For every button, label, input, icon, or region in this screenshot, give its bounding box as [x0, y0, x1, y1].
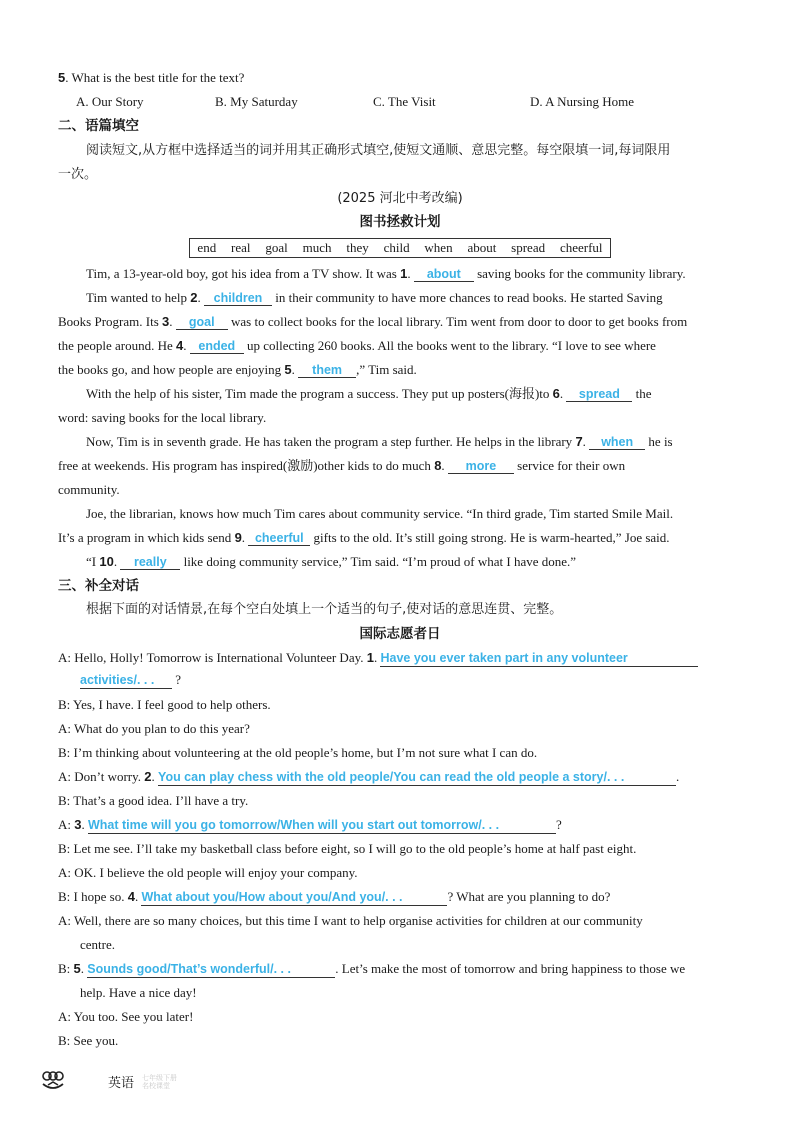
dialogue-line: A: 3. What time will you go tomorrow/When will you start out tomorrow/. . . ?: [58, 817, 562, 832]
word-bank-item: they: [346, 240, 369, 255]
dialogue-answer-4[interactable]: What about you/How about you/And you/. . .: [141, 889, 447, 906]
dialogue-line: centre.: [80, 937, 116, 952]
dialogue-line: B: 5. Sounds good/That’s wonderful/. . . . Let’s make the most of tomorrow and bring happiness to those we: [58, 961, 686, 976]
passage-line: “I 10. really like doing community service,” Tim said. “I’m proud of what I have done.”: [86, 554, 577, 569]
word-bank-item: cheerful: [559, 240, 603, 255]
blank-number: 4: [127, 889, 135, 904]
section3-title: 国际志愿者日: [359, 626, 441, 642]
dialogue-answer-1-cont[interactable]: activities/. . .: [80, 672, 172, 689]
dialogue-line: help. Have a nice day!: [80, 985, 197, 1000]
dialogue-line: A: What do you plan to do this year?: [58, 721, 250, 736]
answer-blank-4[interactable]: ended: [190, 339, 244, 354]
word-bank-item: goal: [265, 240, 288, 255]
dialogue-answer-3[interactable]: What time will you go tomorrow/When will you start out tomorrow/. . .: [88, 817, 556, 834]
blank-number: 2: [190, 290, 198, 305]
passage-line: Tim, a 13-year-old boy, got his idea from a TV show. It was 1. about saving books for the community library.: [86, 266, 686, 281]
passage-line: Joe, the librarian, knows how much Tim cares about community service. “In third grade, Tim started Smile Mail.: [86, 506, 674, 521]
passage-line: community.: [58, 482, 120, 497]
q5-option-d[interactable]: D. A Nursing Home: [530, 94, 634, 109]
section2-title: 图书拯救计划: [359, 214, 441, 230]
blank-number: 5: [284, 362, 292, 377]
word-bank-item: child: [383, 240, 410, 255]
blank-number: 5: [73, 961, 81, 976]
dialogue-line: A: OK. I believe the old people will enjoy your company.: [58, 865, 358, 880]
q5-option-a[interactable]: A. Our Story: [76, 94, 144, 109]
answer-blank-5[interactable]: them: [298, 363, 356, 378]
blank-number: 2: [144, 769, 152, 784]
blank-number: 1: [366, 650, 374, 665]
section3-instruction: 根据下面的对话情景,在每个空白处填上一个适当的句子,使对话的意思连贯、完整。: [86, 602, 563, 617]
passage-line: free at weekends. His program has inspired(激励)other kids to do much 8. more service for their own: [58, 458, 626, 473]
blank-number: 10: [99, 554, 114, 569]
q5-text: What is the best title for the text?: [71, 70, 245, 85]
dialogue-answer-1[interactable]: Have you ever taken part in any volunteer: [380, 650, 698, 667]
answer-blank-1[interactable]: about: [414, 267, 474, 282]
word-bank-item: much: [302, 240, 332, 255]
q5-number: 5: [58, 70, 66, 85]
section3-heading: 三、补全对话: [58, 578, 139, 594]
q5-option-b[interactable]: B. My Saturday: [215, 94, 298, 109]
blank-number: 4: [176, 338, 184, 353]
word-bank-item: about: [467, 240, 497, 255]
blank-number: 8: [434, 458, 442, 473]
dialogue-answer-5[interactable]: Sounds good/That’s wonderful/. . .: [87, 961, 335, 978]
passage-line: With the help of his sister, Tim made the program a success. They put up posters(海报)to 6. spread the: [86, 386, 652, 401]
word-bank-item: when: [424, 240, 453, 255]
dialogue-line: B: I hope so. 4. What about you/How about you/And you/. . . ? What are you planning to do?: [58, 889, 611, 904]
dialogue-line: B: Yes, I have. I feel good to help others.: [58, 697, 271, 712]
dialogue-line: B: I’m thinking about volunteering at the old people’s home, but I’m not sure what I can do.: [58, 745, 538, 760]
footer-watermark-line: 名校课堂: [142, 1082, 170, 1090]
dialogue-line: A: Don’t worry. 2. You can play chess with the old people/You can read the old people a story/. . . .: [58, 769, 680, 784]
answer-blank-8[interactable]: more: [448, 459, 514, 474]
answer-blank-2[interactable]: children: [204, 291, 272, 306]
word-bank-item: end: [197, 240, 217, 255]
dialogue-line: activities/. . . ?: [80, 672, 182, 687]
section2-source: (2025 河北中考改编): [337, 191, 463, 206]
blank-number: 3: [162, 314, 170, 329]
footer-watermark-line: 七年级下册: [142, 1074, 177, 1082]
dialogue-line: A: You too. See you later!: [58, 1009, 194, 1024]
answer-blank-10[interactable]: really: [120, 555, 180, 570]
passage-line: Tim wanted to help 2. children in their community to have more chances to read books. He started Saving: [86, 290, 663, 305]
answer-blank-9[interactable]: cheerful: [248, 531, 310, 546]
passage-line: the books go, and how people are enjoying 5. them ,” Tim said.: [58, 362, 417, 377]
blank-number: 3: [74, 817, 82, 832]
publisher-logo-icon: [40, 1070, 66, 1092]
q5-question: 5. What is the best title for the text?: [58, 70, 245, 85]
answer-blank-7[interactable]: when: [589, 435, 645, 450]
dialogue-line: B: Let me see. I’ll take my basketball class before eight, so I will go to the old people’s home at half past eight.: [58, 841, 637, 856]
dialogue-line: B: See you.: [58, 1033, 119, 1048]
word-bank-item: spread: [511, 240, 546, 255]
passage-line: Books Program. Its 3. goal was to collect books for the local library. Tim went from door to door to get books from: [58, 314, 688, 329]
dialogue-line: A: Well, there are so many choices, but this time I want to help organise activities for children at our community: [58, 913, 643, 928]
blank-number: 7: [575, 434, 583, 449]
word-bank-item: real: [231, 240, 251, 255]
passage-line: word: saving books for the local library.: [58, 410, 267, 425]
passage-line: the people around. He 4. ended up collecting 260 books. All the books went to the library. “I love to see where: [58, 338, 656, 353]
blank-number: 1: [400, 266, 408, 281]
q5-option-c[interactable]: C. The Visit: [373, 94, 436, 109]
dialogue-line: A: Hello, Holly! Tomorrow is International Volunteer Day. 1. Have you ever taken part in any volunteer: [58, 650, 698, 667]
section2-instruction-1: 阅读短文,从方框中选择适当的词并用其正确形式填空,使短文通顺、意思完整。每空限填一词,每词限用: [86, 143, 671, 158]
blank-number: 9: [234, 530, 242, 545]
passage-line: It’s a program in which kids send 9. cheerful gifts to the old. It’s still going strong. He is warm-hearted,” Joe said.: [58, 530, 670, 545]
section2-instruction-2: 一次。: [58, 167, 98, 182]
footer-subject: 英语: [108, 1076, 135, 1091]
answer-blank-3[interactable]: goal: [176, 315, 228, 330]
dialogue-answer-2[interactable]: You can play chess with the old people/You can read the old people a story/. . .: [158, 769, 676, 786]
word-bank-box: [189, 238, 611, 258]
passage-line: Now, Tim is in seventh grade. He has taken the program a step further. He helps in the library 7. when he is: [86, 434, 673, 449]
blank-number: 6: [552, 386, 560, 401]
section2-heading: 二、语篇填空: [58, 118, 139, 134]
footer-watermark: [142, 1074, 177, 1090]
answer-blank-6[interactable]: spread: [566, 387, 632, 402]
dialogue-line: B: That’s a good idea. I’ll have a try.: [58, 793, 249, 808]
